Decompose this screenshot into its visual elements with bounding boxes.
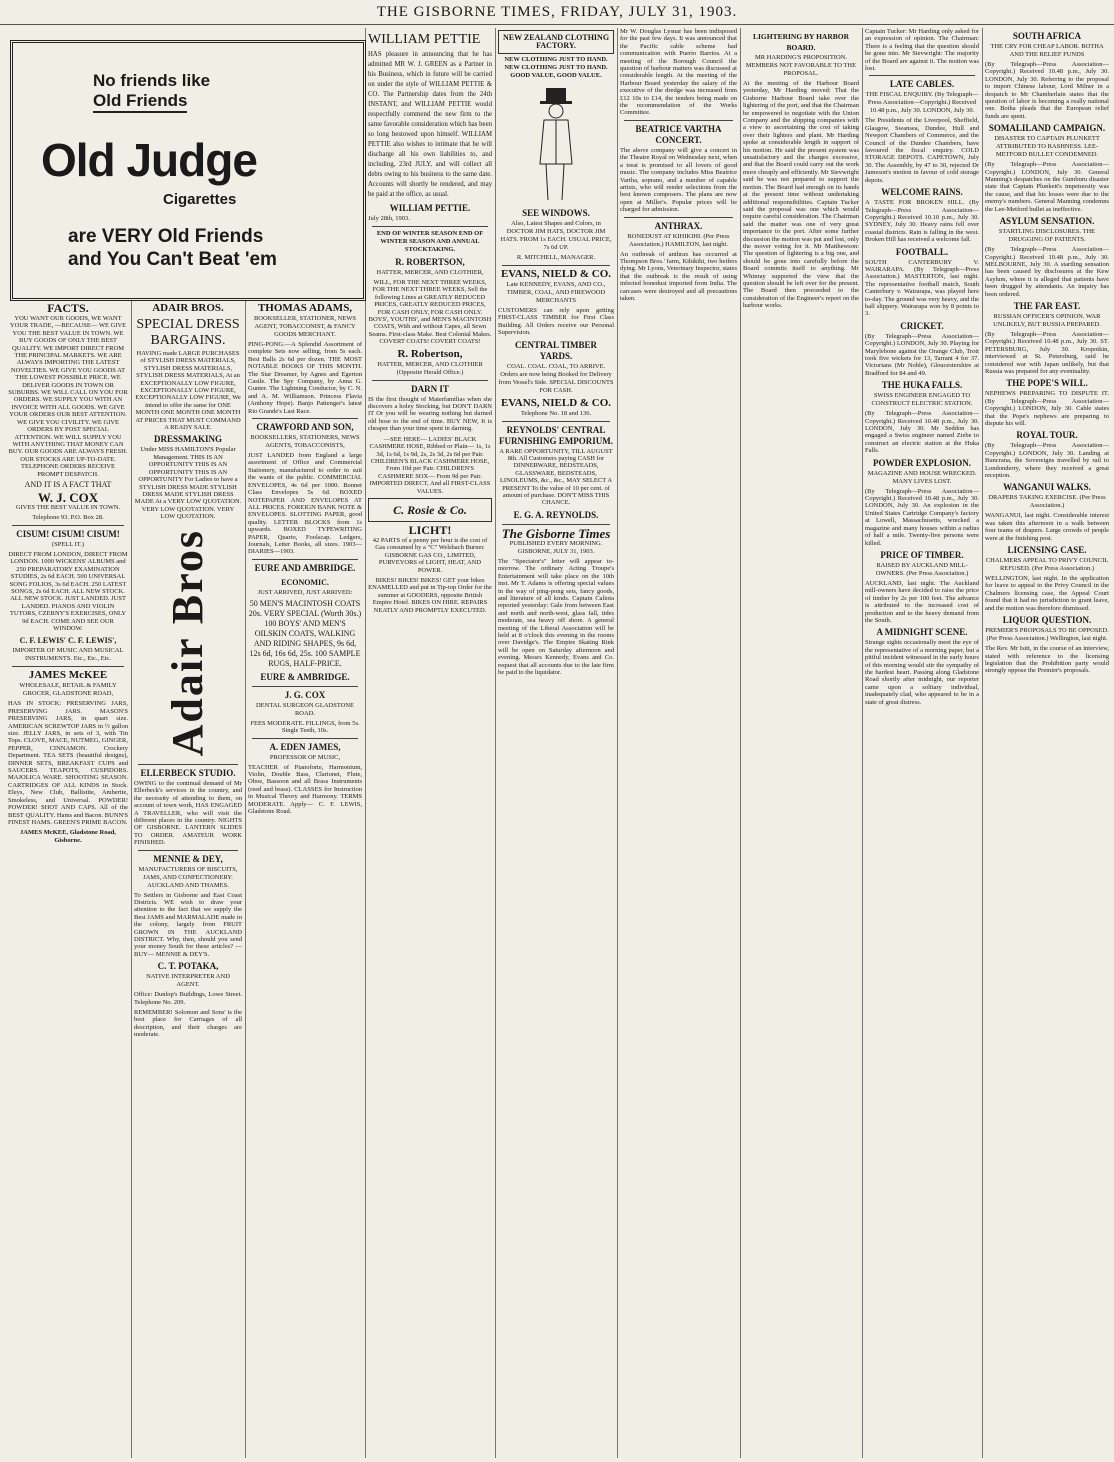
football-body: SOUTH CANTERBURY V. WAIRARAPA. (By Telegraph—Press Association.) MASTERTON, last night. The representative football match, South Canterbury v. Wairarapa, was played here to-day. The ground was very heavy, and the ball slippery. Wairarapa won by 8 points to 3. bbox=[865, 258, 979, 318]
royal-heading: ROYAL TOUR. bbox=[1016, 430, 1078, 441]
nz-clothing-body2: Also, Latest Shapes and Colors, in DOCTOR JIM HATS, DOCTOR JIM HATS. FROM 1s EACH. USUAL PRICE, 7s 6d UP. bbox=[500, 220, 612, 251]
eden-heading: A. EDEN JAMES, bbox=[269, 741, 341, 752]
old-judge-slogan bbox=[68, 225, 277, 271]
mennie-heading: MENNIE & DEY, bbox=[153, 853, 223, 864]
crawford-heading: CRAWFORD AND SON, bbox=[256, 422, 354, 433]
cisum-heading: CISUM! CISUM! CISUM! bbox=[16, 528, 120, 539]
midnight-heading: A MIDNIGHT SCENE. bbox=[876, 627, 968, 638]
anthrax-heading: ANTHRAX. bbox=[654, 220, 703, 231]
liquor-heading: LIQUOR QUESTION. bbox=[1002, 615, 1092, 626]
huka-sub: SWISS ENGINEER ENGAGED TO CONSTRUCT ELECTRIC STATION. bbox=[871, 392, 973, 408]
pope-body: NEPHEWS PREPARING TO DISPUTE IT. (By Telegraph—Press Association—Copyright.) LONDON, July 30. Cable states that the Pope's nephews are preparing to dispute his will. bbox=[985, 390, 1109, 427]
timber-body: AUCKLAND, last night. The Auckland mill-owners have decided to raise the price of timber by 2s per 100 feet. The advance is attributed to the increased cost of production and to the heavy demand from the South. bbox=[865, 579, 979, 624]
potaka-heading: C. T. POTAKA, bbox=[157, 961, 219, 972]
rains-body: A TASTE FOR BROKEN HILL. (By Telegraph—Press Association—Copyright.) Received 10.10 p.m., July 30. SYDNEY, July 30. Heavy rains fell over coastal districts. Rain is falling in the west. Broken Hill has received a welcome fall. bbox=[865, 199, 979, 244]
sa-sub: THE CRY FOR CHEAP LABOR. BOTHA AND THE RELIEF FUNDS bbox=[990, 43, 1104, 58]
old-judge-line2: Old Friends bbox=[93, 91, 187, 113]
somali-sub: DISASTER TO CAPTAIN PLUNKETT ATTRIBUTED TO RASHNESS. LEE-METFORD BULLET CONDEMNED. bbox=[994, 135, 1100, 159]
coal-notice: COAL. COAL. COAL, TO ARRIVE. Orders are now being Booked for Delivery from Vessel's Side. SPECIAL DISCOUNTS FOR CASH. bbox=[498, 362, 614, 394]
divider bbox=[624, 120, 733, 121]
mckee-sub: WHOLESALE, RETAIL & FAMILY GROCER, GLADSTONE ROAD, bbox=[19, 682, 117, 698]
timber-sub: RAISED BY AUCKLAND MILL-OWNERS. (Per Press Association.) bbox=[875, 561, 969, 577]
column-clothing bbox=[498, 28, 614, 1458]
old-judge-title: Old Judge bbox=[41, 134, 257, 186]
licensing-heading: LICENSING CASE. bbox=[1007, 545, 1087, 556]
rains-heading: WELCOME RAINS. bbox=[881, 187, 963, 198]
asylum-body: (By Telegraph—Press Association—Copyright.) Received 10.48 p.m., July 30. MELBOURNE, July 30. A startling sensation has been caused by disclosures at the Kew Asylum, where it is alleged that patients have been drugged by attendants. An inquiry has been ordered. bbox=[985, 246, 1109, 298]
column-pettie bbox=[368, 28, 492, 1458]
evans-heading: EVANS, NIELD & CO. bbox=[500, 268, 612, 280]
timber-yards: CENTRAL TIMBER YARDS. bbox=[514, 339, 598, 361]
lewis-heading: C. F. LEWIS' C. F. LEWIS', bbox=[19, 636, 117, 646]
cricket-heading: CRICKET. bbox=[900, 320, 944, 331]
powder-heading: POWDER EXPLOSION. bbox=[872, 457, 971, 468]
cox-dentist-sub: DENTAL SURGEON GLADSTONE ROAD. bbox=[255, 701, 355, 717]
nz-clothing-banner: NEW ZEALAND CLOTHING FACTORY. bbox=[498, 30, 614, 54]
facts-fact: AND IT IS A FACT THAT bbox=[24, 479, 112, 489]
sa-body: (By Telegraph—Press Association—Copyright.) Received 10.48 p.m., July 30. LONDON, July 30. Referring to the proposal to import Chinese labour, Lord Milner in a despatch to Mr Chamberlain states that the question of labor is becoming a really national one. Botha pleads that the European relief funds are spent. bbox=[985, 61, 1109, 120]
adams-heading: THOMAS ADAMS, bbox=[257, 302, 353, 314]
divider bbox=[502, 524, 610, 525]
cox-name: W. J. COX bbox=[37, 489, 99, 505]
huka-heading: THE HUKA FALLS. bbox=[881, 380, 963, 391]
eden-sub: PROFESSOR OF MUSIC, bbox=[269, 753, 341, 761]
adams-sub: BOOKSELLER, STATIONER, NEWS AGENT, TOBACCONIST, & FANCY GOODS MERCHANT. bbox=[253, 315, 357, 338]
liquor-sub: PREMIER'S PROPOSALS TO BE OPPOSED. (Per Press Association.) Wellington, last night. bbox=[985, 627, 1109, 643]
asylum-heading: ASYLUM SENSATION. bbox=[999, 216, 1095, 227]
dressmaking-body: Under MISS HAMILTON'S Popular Management. THIS IS AN OPPORTUNITY THIS IS AN OPPORTUNITY THIS IS AN OPPORTUNITY For Ladies to have a STYLISH DRESS MADE STYLISH DRESS MADE STYLISH DRESS MADE At a VERY LOW QUOTATION. VERY LOW QUOTATION. VERY LOW QUOTATION. bbox=[134, 446, 242, 521]
cables-body: The Presidents of the Liverpool, Sheffield, Glasgow, Swansea, Dundee, Hull and Newport Chambers of Commerce, and the Council of the Dundee Chambers, have favoured the fiscal enquiry. COLD STORAGE DEPOTS. CAPETOWN, July 30. The Assembly, by 47 to 30, rejected Dr Jameson's motion in favour of cold storage depots. bbox=[865, 117, 979, 184]
liquor-body: The Rev. Mr Isitt, in the course of an interview, stated with reference to the licensing legislation that the Prohibition party would strongly oppose the Premier's proposals. bbox=[985, 645, 1109, 675]
times-body: The "Spectator's" letter will appear to-morrow. The ordinary Acting Troupe's Entertainment will take place on the 10th inst. Mr T. Adams is offering special values in the way of ping-pong sets, fancy goods, and literature of all kinds. Captain Caliota reported yesterday: Gale from between East and north and north-west, glass fall, tides moderate, sea heavy off shore. A general meeting of the Liberal Association will be held at 8 o'clock this evening in the rooms over Davidge's. The Empire Skating Rink will be open on Saturday afternoon and evening. Messrs Kennedy, Evans and Co. request that all accounts due to the late firm be paid to the liquidator. bbox=[498, 557, 614, 676]
season-heading: END OF WINTER SEASON END OF WINTER SEASON AND ANNUAL STOCKTAKING. bbox=[376, 230, 484, 253]
robertson-heading: R. ROBERTSON, bbox=[395, 257, 465, 267]
anthrax-body: An outbreak of anthrax has occurred at Thompson Bros.' farm, Kihikihi, two heifers dying. Mr Lyons, Veterinary Inspector, states that the outbreak is the result of using infected bonedust imported from India. The carcases were destroyed and all precautions taken. bbox=[620, 250, 737, 302]
crawford-body: JUST LANDED from England a large assortment of Office and Commercial Stationery, manufactured to order to suit the wants of the public. COMMERCIAL ENVELOPES, 4s 6d per 1000. Bonnet Class Envelopes 5s 6d. BOXED NOTEPAPER AND ENVELOPES AT ALL PRICES. FOREIGN BANK NOTE & ENVELOPES. SLOTTING PAPER, good quality. LETTER BLOCKS from 1s upwards. BOXED TYPEWRITING PAPER, Quarto, Foolscap. Ledgers, Journals, Letter Books, all sizes. 1903—DIARIES—1903. bbox=[248, 452, 362, 556]
evans-heading-2: EVANS, NIELD & CO. bbox=[500, 396, 612, 409]
eure-body: 50 MEN'S MACINTOSH COATS 20s. VERY SPECIAL (Worth 30s.) 100 BOYS' AND MEN'S OILSKIN COATS, WALKING AND RIDING SHAPES, 9s 6d, 12s 6d, 16s 6d, 25s. 100 SAMPLE RUGS, HALF-PRICE. bbox=[248, 598, 362, 668]
column-rule bbox=[131, 300, 132, 1458]
somali-body: (By Telegraph—Press Association—Copyright.) LONDON, July 30. General Manning's despatches on the Gumburu disaster state that Captain Plunkett's impetuosity was the cause, and that his losses were due to the enemy's numbers. General Manning condemns the Lee-Metford bullet as ineffective. bbox=[985, 161, 1109, 213]
powder-body: (By Telegraph—Press Association—Copyright.) Received 10.48 p.m., July 30. LONDON, July 30. An explosion in the United States Cartridge Company's factory at Lowell, Massachusetts, wrecked a magazine and many houses within a radius of half a mile. Twenty-five persons were killed. bbox=[865, 487, 979, 547]
old-judge-advertisement bbox=[10, 40, 366, 301]
pettie-body: HAS pleasure in announcing that he has admitted MR W. J. GREEN as a Partner in his Business, which in future will be carried on under the style of WILLIAM PETTIE & CO. The Partnership dates from the 24th INSTANT, and WILLIAM PETTIE would respectfully commend the new firm to the same favorable consideration which has been so long bestowed upon himself. WILLIAM PETTIE also wishes to intimate that he will discharge all his own liabilities to, and including, 23rd JULY, and will collect all debts owing to his business to the same date. Accounts will shortly be rendered, and may be paid at the office, as usual. bbox=[368, 51, 492, 198]
masthead: THE GISBORNE TIMES, FRIDAY, JULY 31, 1903. bbox=[0, 4, 1114, 25]
darn-sub: —SEE HERE— LADIES' BLACK CASHMERE HOSE, Ribbed or Plain— 1s, 1s 3d, 1s 6d, 1s 9d, 2s, 2s 3d, 2s 6d per Pair. CHILDREN'S BLACK CASHMERE HOSE, From 10d per Pair. CHILDREN'S CASHMERE SOX— From 9d per Pair. IMPORTED DIRECT, And all FIRST-CLASS VALUES. bbox=[369, 435, 491, 495]
evans-sub: Late KENNEDY, EVANS, AND CO., TIMBER, COAL, AND FIREWOOD MERCHANTS bbox=[506, 281, 606, 304]
evans-body: CUSTOMERS can rely upon getting FIRST-CLASS TIMBER for First Class Building. All Orders receive our Personal Supervision. bbox=[498, 307, 614, 337]
mennie-sub: MANUFACTURERS OF BISCUITS, JAMS, AND CONFECTIONERY. AUCKLAND AND THAMES. bbox=[138, 865, 238, 889]
column-cables bbox=[865, 28, 979, 1458]
eure-heading: EURE AND AMBRIDGE. bbox=[254, 562, 356, 573]
cricket-body: (By Telegraph—Press Association—Copyright.) LONDON, July 30. Playing for Marylebone against the Orange Club, Trott took five wickets for 13, Tarrant 4 for 37. Victorians (Mr Noble), Gloucestershire at Bradford for 84 and 49. bbox=[865, 332, 979, 377]
column-rule bbox=[495, 28, 496, 1458]
pettie-heading: WILLIAM PETTIE bbox=[368, 32, 481, 47]
divider bbox=[12, 525, 124, 526]
robertson-body: WILL, FOR THE NEXT THREE WEEKS, FOR THE NEXT THREE WEEKS, Sell the following Lines at GREATLY REDUCED PRICES, GREATLY REDUCED PRICES, FOR CASH ONLY, FOR CASH ONLY. BOYS', YOUTHS', and MEN'S MACINTOSH COATS, With and without Capes, all Sewn Seams. First-class Make. Best Colonial Makes. COVERT COATS! COVERT COATS! bbox=[368, 279, 492, 346]
divider bbox=[372, 380, 488, 381]
royal-body: (By Telegraph—Press Association—Copyright.) LONDON, July 30. Landing at Buncrana, the Sovereigns travelled by rail to Londonderry, where they received a great reception. bbox=[985, 442, 1109, 480]
wanganui-heading: WANGANUI WALKS. bbox=[1003, 482, 1091, 493]
adair-special: SPECIAL DRESS BARGAINS. bbox=[136, 317, 240, 348]
pope-heading: THE POPE'S WILL. bbox=[1006, 378, 1088, 389]
eure-arrived: JUST ARRIVED, JUST ARRIVED: bbox=[257, 588, 353, 596]
cisum-body: DIRECT FROM LONDON, DIRECT FROM LONDON. 1000 WICKENS' ALBUMS and 250 PREPARATORY EXAMINATION STUDIES, 2s 6d EACH. 500 UNIVERSAL SONG FOLIOS, 3s 6d EACH. 250 LATEST SONGS, 2s 6d EACH. ALL NEW STOCK. ALL NEW STOCK. JUST LANDED. JUST LANDED. PIANOS AND VIOLIN TUTORS, CZERNY'S EXERCISES, ONLY 9d EACH. COME AND SEE OUR WINDOW. bbox=[8, 550, 128, 632]
lightering-body: At the meeting of the Harbour Board yesterday, Mr Harding moved: That the Gisborne Harbour Board take over the lightering of the port, and that the Chairman be empowered to negotiate with the Union Company and the shipping companies with a view to ascertaining the cost of taking over their lighters and plant. Mr Harding spoke at considerable length in support of his motion. He said the present system was unsatisfactory and the charges excessive, and that the Board could carry out the work more cheaply and efficiently. Mr Sievwright said he was not prepared to support the motion. The Board had enough on its hands at the present time without undertaking additional responsibilities. Captain Tucker said the proposal was one which would require careful consideration. The Chairman said the matter was one of very great importance to the port. After some further discussion the motion was put and lost, only the mover voting for it. Mr Matthewson: The question of lightering is a big one, and should be gone into carefully before the Board commits itself to anything. Mr Whinray supported the view that the question should be left over for the present. The Board then proceeded to the consideration of the Engineer's report on the harbour works. bbox=[743, 80, 859, 310]
lewis-sub: IMPORTER OF MUSIC AND MUSICAL INSTRUMENTS. Etc., Etc., Etc. bbox=[12, 647, 124, 663]
wanganui-sub: DRAPERS TAKING EXERCISE. (Per Press Association.) bbox=[988, 494, 1106, 510]
crawford-sub: BOOKSELLERS, STATIONERS, NEWS AGENTS, TOBACCONISTS, bbox=[250, 434, 360, 450]
reynolds-heading: REYNOLDS' CENTRAL FURNISHING EMPORIUM. bbox=[499, 424, 613, 446]
powder-sub: MAGAZINE AND HOUSE WRECKED. MANY LIVES LOST. bbox=[867, 469, 977, 485]
cisum-sub: (SPELL IT.) bbox=[51, 540, 85, 548]
football-heading: FOOTBALL. bbox=[895, 246, 949, 257]
licensing-sub: CHALMERS APPEAL TO PRIVY COUNCIL REFUSED. (Per Press Association.) bbox=[985, 557, 1109, 573]
beatrice-heading: BEATRICE VARTHA CONCERT. bbox=[635, 123, 722, 145]
old-judge-product: Cigarettes bbox=[163, 191, 237, 208]
old-judge-line3: are VERY Old Friends bbox=[68, 226, 264, 247]
east-body: (By Telegraph—Press Association—Copyright.) Received 10.48 p.m., July 30. ST. PETERSBURG, July 30. Kropotkin, interviewed at St. Petersburg, said he considered war with Japan unlikely, but that Russia was prepared for any eventuality. bbox=[985, 330, 1109, 375]
adair-heading: ADAIR BROS. bbox=[152, 302, 224, 314]
lightering-heading: LIGHTERING BY HARBOR BOARD. bbox=[753, 32, 849, 52]
old-judge-line1: No friends like bbox=[93, 71, 211, 90]
wanganui-body: WANGANUI, last night. Considerable interest was taken this afternoon in a walk between four teams of drapers. Large crowds of people were at the finishing post. bbox=[985, 512, 1109, 542]
somali-heading: SOMALILAND CAMPAIGN. bbox=[988, 123, 1106, 134]
asylum-sub: STARTLING DISCLOSURES. THE DRUGGING OF PATIENTS. bbox=[998, 228, 1096, 244]
divider bbox=[869, 75, 975, 76]
column-rule bbox=[862, 28, 863, 1458]
reynolds-signature: E. G. A. REYNOLDS. bbox=[513, 509, 599, 520]
mckee-body: HAS IN STOCK: PRESERVING JARS, PRESERVING JARS. MASON'S PRESERVING JARS, in quart size. AMERICAN SCREWTOP JARS in ½ gallon size. JELLY JARS, in sets of 3, with Tin Tops. CLOVE, MACE, NUTMEG, GINGER, PEPPER, CINNAMON. Crockery Department. TEA SETS (beautiful designs), DINNER SETS, BREAKFAST CUPS and SAUCERS. TEAPOTS, CUSPIDORS. MAJOLICA WARE. SHOOTING SEASON. CARTRIDGES OF ALL KINDS in Stock. Eleys, New Club, Ballistite, Amberite, Smokeless, and Universal. POWDER! POWDER! SHOT AND CAPS. All of the BEST QUALITY. Hams and Bacon. BUNN'S FINEST HAMS. GREEN'S PRIME BACON. bbox=[8, 700, 128, 826]
cox-dentist-body: FEES MODERATE. FILLINGS, from 5s. Single Teeth, 10s. bbox=[250, 719, 360, 735]
adair-body: HAVING made LARGE PURCHASES of STYLISH DRESS MATERIALS, STYLISH DRESS MATERIALS, STYLISH DRESS MATERIALS, At an EXCEPTIONALLY LOW FIGURE, EXCEPTIONALLY LOW FIGURE, EXCEPTIONALLY LOW FIGURE, We intend to offer the same for ONE MONTH ONE MONTH ONE MONTH AT PRICES THAT MUST COMMAND A READY SALE. bbox=[135, 350, 241, 432]
divider bbox=[12, 666, 124, 667]
robertson-signature-sub: HATTER, MERCER, AND CLOTHIER (Opposite Herald Office.) bbox=[377, 360, 483, 376]
cables-sub: THE FISCAL ENQUIRY. (By Telegraph—Press Association—Copyright.) Received 10.48 p.m., July 30. LONDON, July 30. bbox=[865, 91, 979, 115]
lightering-sub: MR HARDING'S PROPOSITION. MEMBERS NOT FAVORABLE TO THE PROPOSAL. bbox=[745, 54, 857, 77]
dressmaking-heading: DRESSMAKING bbox=[153, 434, 222, 445]
mckee-signature: JAMES McKEE, Gladstone Road, Gisborne. bbox=[20, 829, 116, 845]
column-news-1 bbox=[620, 28, 737, 1458]
licht-heading: LICHT! bbox=[408, 522, 452, 537]
mennie-body: To Settlers in Gisborne and East Coast Districts. WE wish to draw your attention to the fact that we supply the Best JAMS and MARMALADE made in the colony, largely from FRUIT GROWN IN THE AUCKLAND DISTRICT. Why, then, should you send your money South for these articles? —BUY— MENNIE & DEY'S. bbox=[134, 891, 242, 958]
nz-clothing-signature: R. MITCHELL, MANAGER. bbox=[516, 254, 596, 261]
adams-body: PING-PONG.—A Splendid Assortment of complete Sets now selling, from 5s each. Best Balls 2s 6d per dozen. THE MOST NOTABLE BOOKS OF THIS MONTH. The Star Dreamer, by Agnes and Egerton Castle. The Spy Company, by Anna G. Gunter. The Lightning Conductor, by C. N. and A. M. Williamson. Princess Flavia (Anthony Hope). Banjo Pattenger's latest Rio Grande's Last Race. bbox=[248, 341, 362, 415]
old-judge-tagline bbox=[93, 71, 283, 113]
potaka-body: Office: Dunlop's Buildings, Lowe Street. Telephone No. 209. bbox=[134, 991, 242, 1006]
divider bbox=[138, 850, 238, 851]
beatrice-body: The above company will give a concert in the Theatre Royal on Wednesday next, when a treat is promised to all lovers of good music. The company includes Miss Beatrice Vartha, soprano, and a number of capable artists, who will render selections from the best known composers. The plans are now open at Miller's. Popular prices will be charged for admission. bbox=[620, 146, 737, 214]
column-facts bbox=[8, 300, 128, 1458]
column-rule bbox=[982, 28, 983, 1458]
column-adams bbox=[248, 300, 362, 1458]
times-sub: PUBLISHED EVERY MORNING. GISBORNE, JULY 31, 1903. bbox=[509, 539, 603, 555]
old-judge-line4: and You Can't Beat 'em bbox=[68, 249, 277, 270]
divider bbox=[138, 764, 238, 765]
robertson-signature: R. Robertson, bbox=[397, 347, 463, 360]
divider bbox=[624, 217, 733, 218]
divider bbox=[372, 226, 488, 227]
nz-windows: SEE WINDOWS. bbox=[522, 208, 590, 218]
east-sub: RUSSIAN OFFICER'S OPINION. WAR UNLIKELY, BUT RUSSIA PREPARED. bbox=[993, 312, 1101, 328]
potaka-sub: NATIVE INTERPRETER AND AGENT. bbox=[146, 973, 230, 989]
divider bbox=[502, 265, 610, 266]
evans-phone: Telephone No. 18 and 136. bbox=[520, 409, 592, 417]
licensing-body: WELLINGTON, last night. In the application for leave to appeal to the Privy Council in the Chalmers licensing case, the Appeal Court found that it had no jurisdiction to grant leave, and the motion was therefore dismissed. bbox=[985, 575, 1109, 612]
nz-clothing-body: NEW CLOTHING JUST TO HAND. NEW CLOTHING JUST TO HAND. GOOD VALUE, GOOD VALUE. bbox=[504, 56, 608, 79]
facts-heading: FACTS. bbox=[47, 301, 89, 315]
times-title: The Gisborne Times bbox=[501, 525, 611, 541]
cables-heading: LATE CABLES. bbox=[889, 79, 955, 90]
bikes-body: BIKES! BIKES! BIKES! GET your bikes ENAMELLED and put in Tip-top Order for the summer at GOODERS, opposite British Empire Hotel. BIKES ON HIRE. REPAIRS NEATLY AND PROMPTLY EXECUTED. bbox=[368, 576, 492, 614]
adair-vertical-logo: Adair Bros bbox=[163, 528, 212, 756]
cox-tagline: GIVES THE BEST VALUE IN TOWN. bbox=[15, 503, 121, 511]
economic-heading: ECONOMIC. bbox=[281, 577, 329, 587]
darn-heading: DARN IT bbox=[411, 383, 449, 394]
divider bbox=[252, 418, 358, 419]
eure-signature: EURE & AMBRIDGE. bbox=[260, 671, 350, 682]
anthrax-sub: BONEDUST AT KIHIKIHI. (Per Press Association.) HAMILTON, last night. bbox=[627, 232, 730, 248]
east-heading: THE FAR EAST. bbox=[1013, 300, 1081, 311]
licht-body: 42 PARTS of a penny per hour is the cost of Gas consumed by a "C" Welsbach Burner. GISBORNE GAS CO., LIMITED, PURVEYORS of LIGHT, HEAT, AND POWER. bbox=[372, 536, 488, 574]
rosie-logo: C. Rosie & Co. bbox=[368, 498, 492, 522]
cox-dentist-heading: J. G. COX bbox=[284, 689, 326, 700]
column-rule bbox=[617, 28, 618, 1458]
column-rule bbox=[245, 300, 246, 1458]
eden-body: TEACHER of Pianoforte, Harmonium, Violin, Double Bass, Clarionet, Flute, Oboe, Bassoon and all Brass Instruments (reed and brass). CLASSES for Instruction in Musical Theory and Harmony. TERMS MODERATE. Apply— C. F. LEWIS, Gladstone Road. bbox=[248, 763, 362, 815]
pettie-signature: WILLIAM PETTIE. bbox=[389, 203, 471, 213]
sa-heading: SOUTH AFRICA bbox=[1012, 31, 1082, 41]
gentleman-illustration bbox=[526, 84, 586, 204]
darn-body: IS the first thought of Materfamilias when she discovers a holey Stocking, but DON'T DARN IT Or you will be wearing nothing but darned old hose to the end of time. BUY NEW, It is cheaper than your time spent in darning. bbox=[368, 395, 492, 433]
midnight-body: Strange sights occasionally meet the eye of the representative of a morning paper, but a pitiful incident witnessed in the early hours of this morning would stir the sympathy of the hardest heart. Passing along Gladstone Road shortly after midnight, our reporter came upon a solitary individual, inadequately clad, who appeared to be in a state of great distress. bbox=[865, 639, 979, 706]
cox-phone: Telephone 93. P.O. Box 28. bbox=[32, 513, 104, 521]
cables-body-top: Captain Tucker: Mr Harding only asked for an expression of opinion. The Chairman: There is a feeling that the question should be gone into. Mr Sievwright: The majority of the Board are against it. The motion was lost. bbox=[865, 28, 979, 73]
remember-notice: REMEMBER! Solomon and Sons' is the best place for Carriages of all description, and their charges are moderate. bbox=[134, 1009, 242, 1039]
column-adair bbox=[134, 300, 242, 1458]
timber-heading: PRICE OF TIMBER. bbox=[880, 549, 964, 560]
ellerbeck-heading: ELLERBECK STUDIO. bbox=[140, 767, 236, 778]
news-body-top: Mr W. Douglas Lysnar has been indisposed for the past few days. It was announced that the Pacific cable scheme had communication with Puerto Barrios. At a meeting of the Borough Council the question of harbour matters was discussed at considerable length. At the meeting of the Harbour Board yesterday the salary of the executive of the dredge was increased from £12 10s to £14, the tenders being made on the recommendation of the Works Committee. bbox=[620, 28, 737, 117]
divider bbox=[502, 421, 610, 422]
divider bbox=[252, 686, 358, 687]
pettie-date: July 28th, 1903. bbox=[368, 215, 410, 222]
mckee-heading: JAMES McKEE bbox=[28, 669, 108, 682]
divider bbox=[252, 738, 358, 739]
robertson-sub: HATTER, MERCER, AND CLOTHIER, bbox=[376, 269, 484, 276]
column-cables-2 bbox=[985, 28, 1109, 1458]
divider bbox=[252, 559, 358, 560]
facts-body: YOU WANT OUR GOODS, WE WANT YOUR TRADE, —BECAUSE— WE GIVE YOU THE BEST VALUE IN TOWN. WE BUY GOODS OF ONLY THE BEST QUALITY. WE IMPORT DIRECT FROM THE PRINCIPAL MARKETS. WE ARE ALWAYS IMPORTING THE LATEST NOVELTIES. WE GIVE YOU GOODS AT THE LOWEST POSSIBLE PRICE. WE DELIVER GOODS IN TOWN OR SUBURBS. WE WILL CALL ON YOU FOR ORDERS. WE SUPPLY YOU WITH AN INVOICE WITH ALL GOODS. WE GIVE YOUR ORDERS OUR BEST ATTENTION. WE GIVE YOU CIVILITY. WE GIVE ORDERS BY POST SPECIAL ATTENTION. WE WILL SUPPLY YOU WITH ANYTHING THAT MONEY CAN BUY. OUR GOODS ARE ALWAYS FRESH. OUR STOCKS ARE UP-TO-DATE. TELEPHONE ORDERS RECEIVE PROMPT DESPATCH. bbox=[8, 315, 128, 478]
ellerbeck-body: OWING to the continual demand of Mr Ellerbeck's services in the country, and the necessity of attending to them, on account of town work, HAS ENGAGED A TRAVELLER, who will visit the different places in the country. NIGHTS OF GISBORNE. LANTERN SLIDES TO ORDER. AMATEUR WORK FINISHED. bbox=[134, 779, 242, 847]
column-lightering bbox=[743, 28, 859, 1458]
column-rule bbox=[740, 28, 741, 1458]
huka-body: (By Telegraph—Press Association—Copyright.) Received 10.48 p.m., July 30. LONDON, July 30. Mr Seddon has engaged a Swiss engineer named Ziebe to construct an electric station at the Huka Falls. bbox=[865, 410, 979, 455]
reynolds-body: A RARE OPPORTUNITY, TILL AUGUST 8th. All Customers paying CASH for DINNERWARE, BEDSTEADS, GLASSWARE, BEDSTEADS, LINOLEUMS, &c., &c., MAY SELECT A PRESENT To the value of 10 per cent. of amount of purchase. DON'T MISS THIS CHANCE. bbox=[499, 447, 613, 507]
